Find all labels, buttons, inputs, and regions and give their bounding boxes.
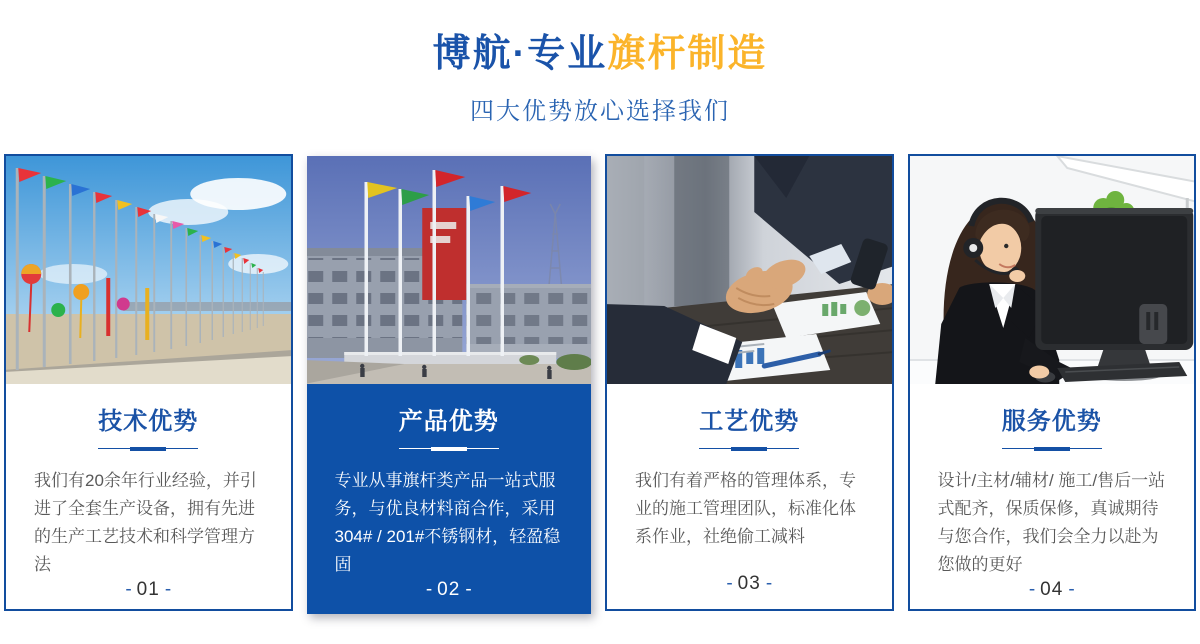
number-dash: -: [425, 578, 433, 600]
card-content: [910, 384, 1195, 609]
advantage-card-product[interactable]: [307, 156, 592, 614]
title-divider: [1002, 447, 1102, 451]
section-subtitle: 四大优势放心选择我们: [470, 97, 730, 125]
card-description: 我们有20余年行业经验，并引进了全套生产设备，拥有先进的生产工艺技术和科学管理方法: [34, 470, 257, 574]
card-description: 设计/主材/辅材/ 施工/售后一站式配齐，保质保修，真诚期待与您合作，我们会全力以赴为您做的更好: [937, 470, 1166, 574]
advantage-card-technology[interactable]: [4, 154, 293, 611]
number-dash: -: [465, 578, 472, 600]
card-content: [6, 384, 291, 609]
number-dash: -: [765, 572, 773, 594]
card-content: [607, 384, 892, 609]
card-title: 服务优势: [1001, 407, 1102, 435]
title-primary: 博航·专业: [432, 33, 608, 75]
card-title: 工艺优势: [699, 407, 800, 435]
card-title: 技术优势: [98, 407, 199, 435]
card-number: [34, 579, 263, 607]
title-divider: [399, 447, 499, 451]
number-dash: -: [125, 578, 132, 600]
number-dash: -: [726, 572, 733, 594]
card-description: 专业从事旗杆类产品一站式服务，与优良材料商合作，采用304# / 201#不锈钢材，轻盈稳固: [334, 470, 561, 574]
card-title: 产品优势: [398, 407, 499, 435]
customer-service-image: [910, 156, 1195, 384]
number-value: 02: [437, 578, 461, 600]
advantage-card-service[interactable]: [908, 154, 1197, 611]
number-dash: -: [1068, 578, 1075, 600]
card-number: [635, 573, 864, 601]
number-dash: -: [164, 578, 172, 600]
card-number: [335, 579, 564, 607]
card-description: 我们有着严格的管理体系，专业的施工管理团队，标准化体系作业，社绝偷工减料: [635, 470, 856, 546]
number-value: 04: [1040, 578, 1064, 600]
number-dash: -: [1028, 578, 1036, 600]
factory-flagpoles-image: [307, 156, 592, 384]
flagpoles-plaza-image: [6, 156, 291, 384]
card-content: [307, 384, 592, 614]
business-handshake-image: [607, 156, 892, 384]
card-number: [938, 579, 1167, 607]
number-value: 01: [136, 578, 160, 600]
title-accent: 旗杆制造: [607, 33, 768, 75]
title-divider: [699, 447, 799, 451]
number-value: 03: [737, 572, 761, 594]
page-title: [0, 32, 1200, 78]
title-divider: [98, 447, 198, 451]
section-header: [0, 0, 1200, 126]
advantage-cards-row: [0, 154, 1200, 614]
advantage-card-craft[interactable]: [605, 154, 894, 611]
